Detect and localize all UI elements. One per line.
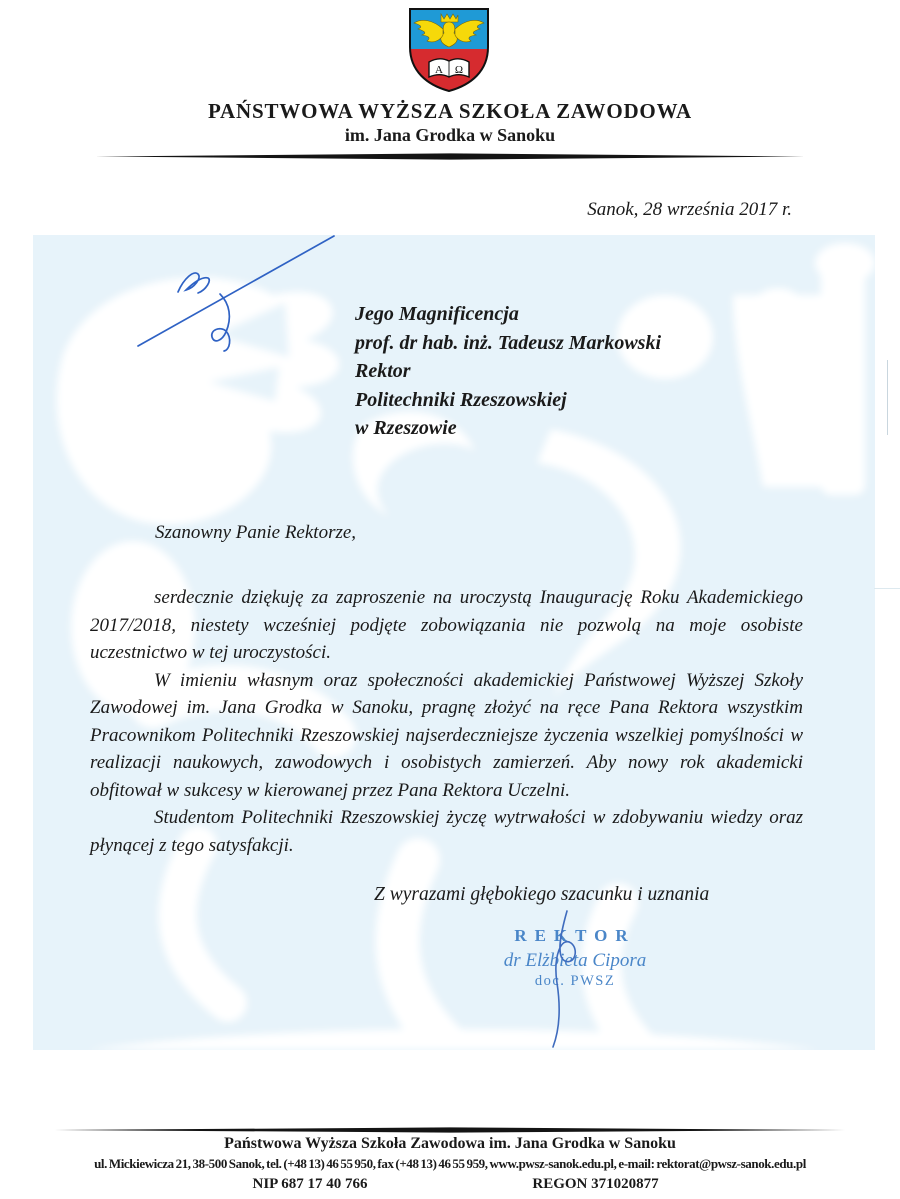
recipient-block [355,300,661,443]
recipient-line: Jego Magnificencja [355,303,519,325]
body-paragraph: W imieniu własnym oraz społeczności akademickiej Państwowej Wyższej Szkoły Zawodowej im. Jana Grodka w Sanoku, pragnę złożyć na ręce Pana Rektora wszystkim Pracownikom Politechniki Rzeszowskiej najserdeczniejsze życzenia wszelkiej pomyślności w realizacji naukowych, zawodowych i osobistych zamierzeń. Aby nowy rok akademicki obfitował w sukcesy w kierowanej przez Pana Rektora Uczelni. [90,669,803,801]
scan-artifact-line [887,360,888,435]
recipient-line: w Rzeszowie [355,417,457,439]
handwritten-initials-icon [132,230,342,355]
stamp-title: REKTOR [514,926,636,945]
footer-nip: NIP 687 17 40 766 [252,1176,368,1192]
stamp-name: dr Elżbieta Cipora [503,950,647,971]
stamp-role: doc. PWSZ [534,973,616,989]
open-book-icon [429,59,469,77]
crest-omega-letter: Ω [454,64,464,76]
university-crest-icon [402,6,496,96]
footer-org-name: Państwowa Wyższa Szkoła Zawodowa im. Jana Grodka w Sanoku [224,1135,676,1152]
scan-artifact-line [874,588,900,589]
footer-divider [55,1127,845,1133]
signature-icon [515,905,625,1055]
body-paragraph: Studentom Politechniki Rzeszowskiej życzę wytrwałości w zdobywaniu wiedzy oraz płynącej z tego satysfakcji. [90,807,803,856]
footer-regon: REGON 371020877 [532,1176,659,1192]
closing-line: Z wyrazami głębokiego szacunku i uznania [374,884,710,905]
date-line: Sanok, 28 września 2017 r. [587,199,792,220]
salutation: Szanowny Panie Rektorze, [155,522,357,543]
header-divider [95,153,805,160]
letter-body [90,584,803,859]
recipient-line: Rektor [355,360,411,382]
recipient-line: Politechniki Rzeszowskiej [355,388,567,411]
body-paragraph: serdecznie dziękuję za zaproszenie na uroczystą Inaugurację Roku Akademickiego 2017/2018, niestety wcześniej podjęte zobowiązania nie pozwolą na moje osobiste uczestnictwo w tej uroczystości. [90,587,803,663]
page-subtitle: im. Jana Grodka w Sanoku [344,125,556,145]
recipient-line: prof. dr hab. inż. Tadeusz Markowski [355,331,662,354]
crest-alpha-letter: Α [435,64,443,76]
page-title: PAŃSTWOWA WYŻSZA SZKOŁA ZAWODOWA [207,99,693,123]
footer-address: ul. Mickiewicza 21, 38-500 Sanok, tel. (+48 13) 46 55 950, fax (+48 13) 46 55 959, www.pwsz-sanok.edu.pl, e-mail: rektorat@pwsz-sanok.edu.pl [94,1156,806,1171]
